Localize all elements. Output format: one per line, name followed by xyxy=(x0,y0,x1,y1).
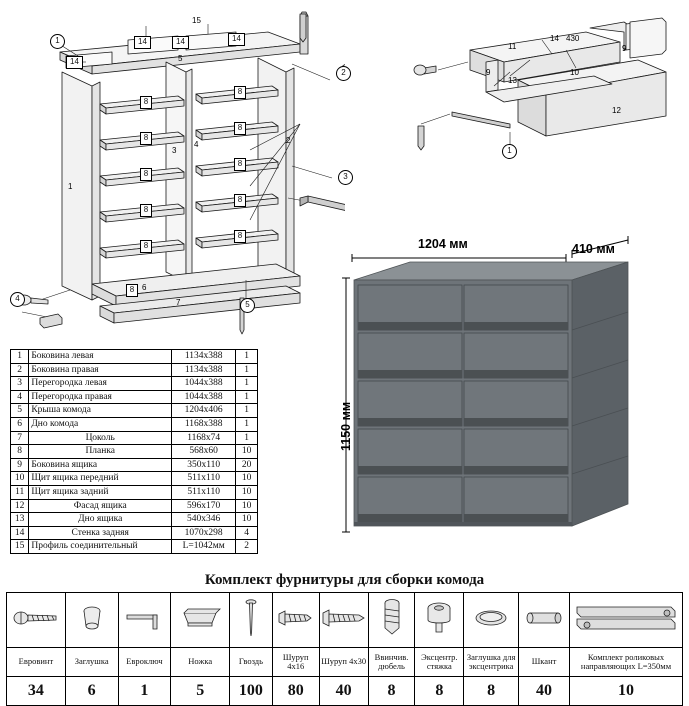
hw-count: 34 xyxy=(7,677,66,706)
part-label-3: 3 xyxy=(172,146,176,155)
part-qty: 2 xyxy=(236,540,258,554)
hw-count: 1 xyxy=(118,677,171,706)
part-size: 1204х406 xyxy=(172,404,236,418)
table-row xyxy=(11,390,258,404)
hw-icon-cell xyxy=(7,593,66,648)
hw-icon-cell xyxy=(65,593,118,648)
callout-1: 1 xyxy=(50,34,65,49)
drawer-label-9a: 9 xyxy=(622,44,626,53)
parts-table xyxy=(10,349,258,554)
table-row xyxy=(11,526,258,540)
hw-name: Евроключ xyxy=(118,648,171,677)
part-name: Щит ящика передний xyxy=(29,472,172,486)
part-name: Дно ящика xyxy=(29,513,172,527)
part-size: 1168х74 xyxy=(172,431,236,445)
screw-4x16-icon xyxy=(277,614,315,631)
table-row xyxy=(11,445,258,459)
part-size: 1044х388 xyxy=(172,377,236,391)
part-name: Боковина правая xyxy=(29,363,172,377)
part-label-14a: 14 xyxy=(134,36,151,49)
hw-icon-cell xyxy=(230,593,273,648)
hw-icon-cell xyxy=(464,593,519,648)
part-qty: 10 xyxy=(236,445,258,459)
part-label-4: 4 xyxy=(194,140,198,149)
part-name: Планка xyxy=(29,445,172,459)
hw-name: Эксцентр. стяжка xyxy=(415,648,464,677)
hardware-table xyxy=(6,592,683,706)
part-label-1: 1 xyxy=(68,182,72,191)
part-name: Крыша комода xyxy=(29,404,172,418)
part-index: 4 xyxy=(11,390,29,404)
drawer-label-9b: 9 xyxy=(486,68,490,77)
hw-name: Гвоздь xyxy=(230,648,273,677)
cap-icon xyxy=(79,619,105,636)
part-index: 9 xyxy=(11,458,29,472)
part-index: 14 xyxy=(11,526,29,540)
hw-count: 8 xyxy=(415,677,464,706)
part-label-14d: 14 xyxy=(66,56,83,69)
part-index: 13 xyxy=(11,513,29,527)
part-label-8-2: 8 xyxy=(140,132,152,145)
part-label-5: 5 xyxy=(178,54,182,63)
part-size: 511х110 xyxy=(172,485,236,499)
table-row xyxy=(11,363,258,377)
hw-icon-cell xyxy=(570,593,683,648)
table-row xyxy=(11,377,258,391)
hw-name: Ввинчив. дюбель xyxy=(368,648,415,677)
part-label-14c: 14 xyxy=(228,33,245,46)
part-label-8-3: 8 xyxy=(140,168,152,181)
part-index: 3 xyxy=(11,377,29,391)
part-index: 12 xyxy=(11,499,29,513)
table-row xyxy=(11,472,258,486)
hw-count: 10 xyxy=(570,677,683,706)
part-size: 540х346 xyxy=(172,513,236,527)
dowel-icon xyxy=(382,625,402,642)
table-row xyxy=(11,499,258,513)
euro-screw-icon xyxy=(12,617,60,634)
part-size: 350х110 xyxy=(172,458,236,472)
cam-cap-icon xyxy=(473,615,509,632)
table-row xyxy=(11,417,258,431)
part-label-8-4: 8 xyxy=(140,204,152,217)
part-qty: 1 xyxy=(236,350,258,364)
part-qty: 1 xyxy=(236,390,258,404)
drawer-detail-diagram xyxy=(390,6,680,161)
part-qty: 1 xyxy=(236,417,258,431)
table-row xyxy=(11,350,258,364)
drawer-label-11: 11 xyxy=(508,42,516,51)
part-qty: 10 xyxy=(236,472,258,486)
hw-count: 5 xyxy=(171,677,230,706)
screw-4x30-icon xyxy=(321,614,367,631)
part-index: 11 xyxy=(11,485,29,499)
cam-lock-icon xyxy=(424,622,454,639)
part-label-14b: 14 xyxy=(172,36,189,49)
part-label-8-7: 8 xyxy=(234,86,246,99)
part-qty: 20 xyxy=(236,458,258,472)
part-label-6: 6 xyxy=(142,283,146,292)
drawer-label-13: 13 xyxy=(508,76,517,85)
part-size: 1134х388 xyxy=(172,350,236,364)
nail-icon xyxy=(244,625,258,642)
drawer-label-10: 10 xyxy=(570,68,579,77)
part-name: Перегородка левая xyxy=(29,377,172,391)
part-label-7: 7 xyxy=(176,298,180,307)
slide-rail-icon xyxy=(571,622,681,639)
drawer-label-14: 14 xyxy=(550,34,559,43)
table-row xyxy=(11,540,258,554)
part-index: 6 xyxy=(11,417,29,431)
part-index: 15 xyxy=(11,540,29,554)
part-index: 7 xyxy=(11,431,29,445)
part-name: Профиль соединительный xyxy=(29,540,172,554)
part-index: 5 xyxy=(11,404,29,418)
hw-count: 80 xyxy=(272,677,319,706)
part-name: Стенка задняя xyxy=(29,526,172,540)
part-label-8-9: 8 xyxy=(234,158,246,171)
part-qty: 10 xyxy=(236,513,258,527)
table-row xyxy=(11,458,258,472)
hw-name: Шкант xyxy=(519,648,570,677)
hw-icon-cell xyxy=(415,593,464,648)
part-label-8-8: 8 xyxy=(234,122,246,135)
part-name: Цоколь xyxy=(29,431,172,445)
hw-name: Евровинт xyxy=(7,648,66,677)
hardware-icons-row xyxy=(7,593,683,648)
hw-count: 40 xyxy=(519,677,570,706)
part-size: 1070х298 xyxy=(172,526,236,540)
part-size: 1044х388 xyxy=(172,390,236,404)
callout-4: 4 xyxy=(10,292,25,307)
part-qty: 1 xyxy=(236,431,258,445)
part-index: 10 xyxy=(11,472,29,486)
part-size: 1168х388 xyxy=(172,417,236,431)
hw-count: 8 xyxy=(368,677,415,706)
part-label-8-6: 8 xyxy=(126,284,138,297)
hw-name: Ножка xyxy=(171,648,230,677)
table-row xyxy=(11,513,258,527)
part-index: 2 xyxy=(11,363,29,377)
hw-count: 8 xyxy=(464,677,519,706)
drawer-dim-430: 430 xyxy=(566,34,579,43)
product-depth-label: 410 мм xyxy=(572,242,615,256)
part-qty: 1 xyxy=(236,377,258,391)
part-qty: 1 xyxy=(236,363,258,377)
part-qty: 10 xyxy=(236,485,258,499)
hw-count: 40 xyxy=(319,677,368,706)
part-name: Боковина левая xyxy=(29,350,172,364)
drawer-callout-1: 1 xyxy=(502,144,517,159)
hw-count: 6 xyxy=(65,677,118,706)
parts-table-body xyxy=(11,350,258,554)
finished-product-view xyxy=(340,236,685,556)
part-label-2: 2 xyxy=(286,136,290,145)
table-row xyxy=(11,404,258,418)
part-size: L=1042мм xyxy=(172,540,236,554)
part-index: 8 xyxy=(11,445,29,459)
part-size: 1134х388 xyxy=(172,363,236,377)
part-size: 568х60 xyxy=(172,445,236,459)
callout-2: 2 xyxy=(336,66,351,81)
hardware-names-row xyxy=(7,648,683,677)
part-name: Перегородка правая xyxy=(29,390,172,404)
table-row xyxy=(11,431,258,445)
exploded-view-svg xyxy=(0,0,345,340)
hw-icon-cell xyxy=(319,593,368,648)
hardware-title: Комплект фурнитуры для сборки комода xyxy=(0,572,689,589)
callout-3: 3 xyxy=(338,170,353,185)
hw-icon-cell xyxy=(519,593,570,648)
hardware-counts-row xyxy=(7,677,683,706)
allen-key-icon xyxy=(123,618,165,635)
foot-icon xyxy=(178,618,222,635)
part-label-8-10: 8 xyxy=(234,194,246,207)
callout-5: 5 xyxy=(240,298,255,313)
part-qty: 4 xyxy=(236,526,258,540)
table-row xyxy=(11,485,258,499)
part-index: 1 xyxy=(11,350,29,364)
part-label-8-11: 8 xyxy=(234,230,246,243)
hw-icon-cell xyxy=(368,593,415,648)
part-label-15: 15 xyxy=(192,16,201,25)
hw-name: Комплект роликовых направляющих L=350мм xyxy=(570,648,683,677)
part-name: Дно комода xyxy=(29,417,172,431)
product-height-label: 1150 мм xyxy=(339,402,353,451)
hw-icon-cell xyxy=(118,593,171,648)
part-label-8-5: 8 xyxy=(140,240,152,253)
part-name: Фасад ящика xyxy=(29,499,172,513)
hw-name: Шуруп 4х16 xyxy=(272,648,319,677)
drawer-label-12: 12 xyxy=(612,106,621,115)
part-qty: 10 xyxy=(236,499,258,513)
part-size: 596х170 xyxy=(172,499,236,513)
hw-icon-cell xyxy=(272,593,319,648)
hw-count: 100 xyxy=(230,677,273,706)
drawer-detail-svg xyxy=(390,6,680,161)
hw-name: Шуруп 4х30 xyxy=(319,648,368,677)
part-label-8-1: 8 xyxy=(140,96,152,109)
product-svg xyxy=(340,236,685,556)
wood-dowel-icon xyxy=(524,614,564,631)
part-qty: 1 xyxy=(236,404,258,418)
hw-name: Заглушка xyxy=(65,648,118,677)
product-width-label: 1204 мм xyxy=(418,237,468,251)
part-name: Щит ящика задний xyxy=(29,485,172,499)
part-size: 511х110 xyxy=(172,472,236,486)
hw-icon-cell xyxy=(171,593,230,648)
part-name: Боковина ящика xyxy=(29,458,172,472)
hw-name: Заглушка для эксцентрика xyxy=(464,648,519,677)
exploded-view-diagram xyxy=(0,0,345,340)
